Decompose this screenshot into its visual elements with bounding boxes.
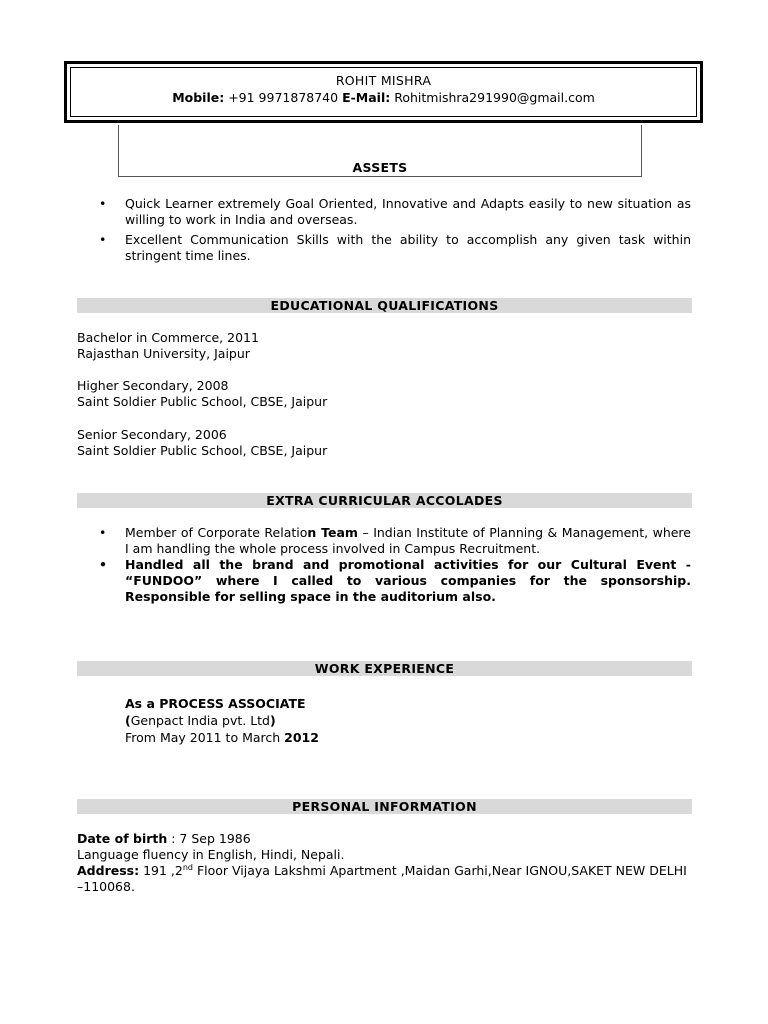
work-company: Genpact India pvt. Ltd [130,713,270,728]
company-open-paren: ( [125,713,131,728]
education-degree: Senior Secondary, 2006 [77,427,227,442]
assets-box [118,125,642,177]
education-section-title: EDUCATIONAL QUALIFICATIONS [77,298,692,313]
email-value: Rohitmishra291990@gmail.com [394,90,595,105]
candidate-name: ROHIT MISHRA [335,73,432,88]
work-period-text: From May 2011 to March [125,730,285,745]
work-entry [125,695,745,746]
work-role: As a PROCESS ASSOCIATE [125,696,306,711]
dob-label: Date of birth [77,831,168,846]
education-degree: Higher Secondary, 2008 [77,378,229,393]
contact-line [71,90,696,105]
extra-list [99,525,691,605]
education-entry [77,330,697,362]
list-item: • Quick Learner extremely Goal Oriented, Innovative and Adapts easily to new situation as willing to work in India and overseas. [99,196,691,228]
company-close-paren: ) [270,713,276,728]
personal-section-title: PERSONAL INFORMATION [77,799,692,814]
extra-item1-text: Member of Corporate Relatio [125,525,308,540]
assets-list [99,196,691,264]
mobile-value: +91 9971878740 [228,90,339,105]
extra-item1-bold: n Team [307,525,358,540]
education-institution: Saint Soldier Public School, CBSE, Jaipur [77,443,328,458]
list-item: • Handled all the brand and promotional activities for our Cultural Event - “FUNDOO” where I called to various companies for the sponsorship. Responsible for selling space in the auditorium also. [99,557,691,605]
extra-item1-text-rest: – Indian Institute of Planning & Management, where I am handling the whole process involved in Campus Recruitment. [125,525,691,556]
languages-line: Language fluency in English, Hindi, Nepali. [77,847,345,862]
header-inner [70,67,697,117]
work-section-title: WORK EXPERIENCE [77,661,692,676]
education-institution: Saint Soldier Public School, CBSE, Jaipur [77,394,328,409]
list-item [99,525,691,557]
address-superscript: nd [182,862,193,872]
assets-title: ASSETS [352,160,408,175]
address-text: 191 ,2 [139,863,183,878]
address-line [77,863,691,895]
mobile-label: Mobile: [172,90,225,105]
email-label: E-Mail: [342,90,391,105]
work-company-line [125,712,745,729]
education-institution: Rajasthan University, Jaipur [77,346,250,361]
list-item: • Excellent Communication Skills with the ability to accomplish any given task within stringent time lines. [99,232,691,264]
dob-line [77,831,697,847]
extra-section-title: EXTRA CURRICULAR ACCOLADES [77,493,692,508]
work-period [125,729,745,746]
address-label: Address: [77,863,140,878]
education-entry [77,427,697,459]
address-text-rest: Floor Vijaya Lakshmi Apartment ,Maidan Garhi,Near IGNOU,SAKET NEW DELHI –110068. [77,863,687,894]
education-degree: Bachelor in Commerce, 2011 [77,330,259,345]
header-box [64,61,703,123]
work-period-year: 2012 [284,730,319,745]
dob-value: : 7 Sep 1986 [167,831,251,846]
personal-info [77,831,697,895]
education-entry [77,378,697,410]
